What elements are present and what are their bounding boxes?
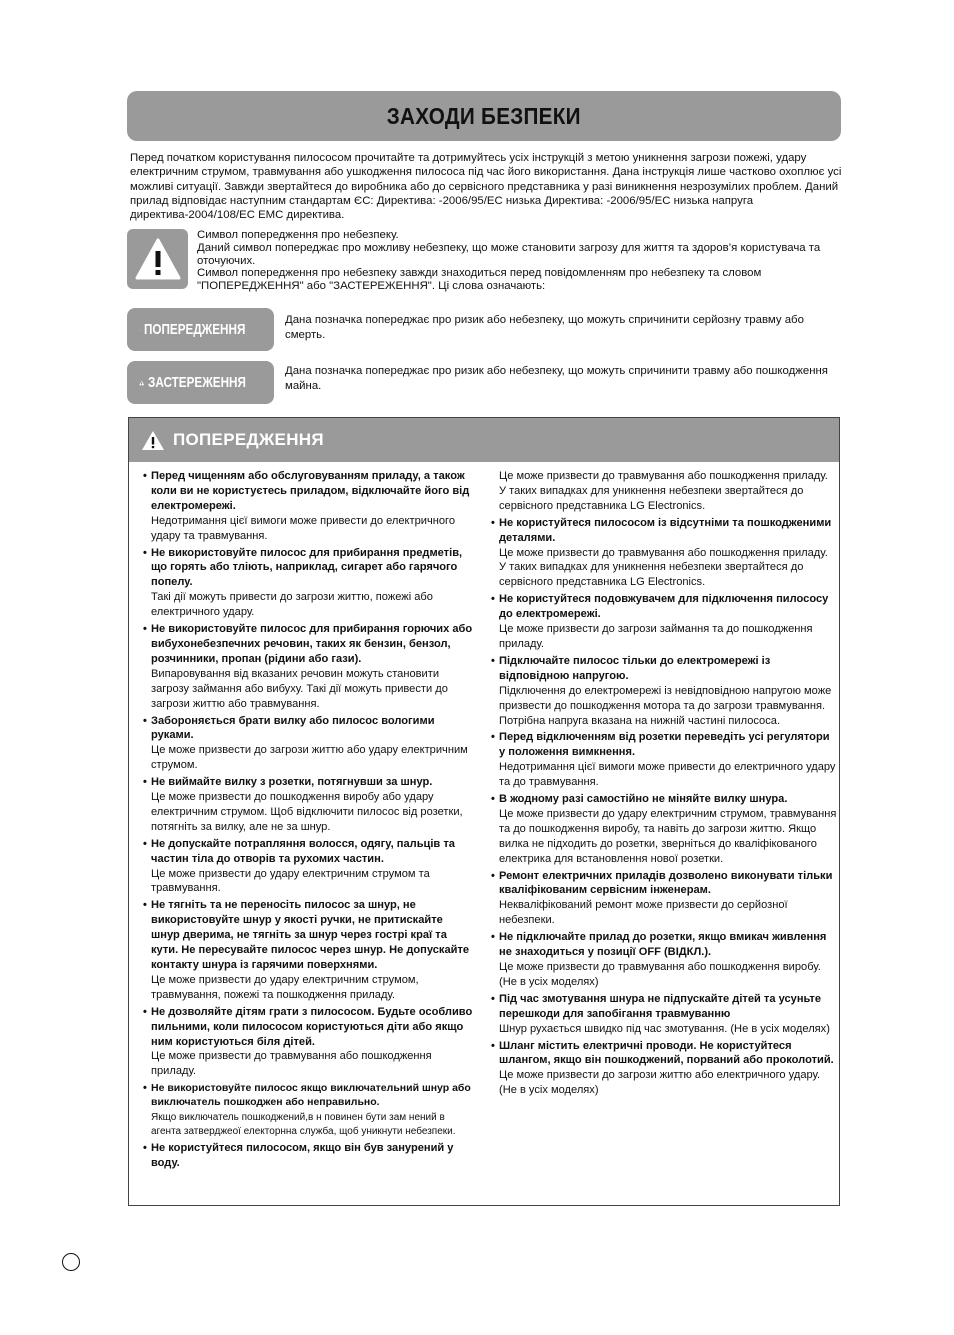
list-item: • Не виймайте вилку з розетки, потягнувши за шнур. Це може призвести до пошкодження виробу або удару електричним струмом. Щоб відключити пилосос від розетки, потягніть за вилку, але не за шнур. — [143, 776, 463, 833]
intro-paragraph: Перед початком користування пилососом прочитайте та дотримуйтесь усіх інструкцій з метою уникнення загрози пожежі, удару електричним струмом, травмування або ушкодження пилососа під час його використання. Дана інструкція лише частково охоплює усі можливі ситуації. Завжди звертайтеся до виробника або до сервісного представника у разі виникнення незрозумілих проблем. Даний прилад відповідає наступним стандартам ЄС: Директива: -2006/95/ЕС низька Директива: -2006/95/ЕС низька напруга директива-2004/108/ЕС EMC директива. — [130, 152, 842, 222]
warning-triangle-icon — [141, 430, 165, 451]
warning-triangle-icon — [134, 237, 182, 281]
warning-triangle-icon — [139, 373, 144, 393]
list-item: • В жодному разі самостійно не міняйте вилку шнура. Це може призвести до удару електричним струмом, травмування та до пошкодження виробу, та навіть до загрози життю. Якщо вилка не підходить до розетки, зверніться до кваліфікованого електрика для встановлення нової розетки. — [491, 793, 837, 865]
warning-section — [128, 417, 840, 1206]
symbol-explanation — [197, 229, 842, 293]
warning-badge-label: ПОПЕРЕДЖЕННЯ — [144, 321, 246, 338]
list-item: • Ремонт електричних приладів дозволено виконувати тільки кваліфікованим сервісним інженерам. Некваліфікований ремонт може призвести до серйозної небезпеки. — [491, 869, 833, 927]
warning-section-title: ПОПЕРЕДЖЕННЯ — [173, 430, 324, 449]
list-item: • Шланг містить електричні проводи. Не користуйтеся шлангом, якщо він пошкоджений, порваний або проколотий. Це може призвести до загрози життю або електричного удару.(Не в усіх моделях) — [491, 1039, 834, 1097]
warning-column-right — [491, 469, 837, 1100]
title-bar — [127, 91, 841, 141]
warning-triangle-icon — [139, 320, 140, 340]
list-item: • Під час змотування шнура не підпускайте дітей та усуньте перешкоди для запобігання травмуванню Шнур рухається швидко під час змотування. (Не в усіх моделях) — [491, 992, 830, 1035]
list-item: • Перед відключенням від розетки переведіть усі регулятори у положення вимкнення. Недотримання цієї вимоги може привести до електричного удару та до травмування. — [491, 731, 836, 789]
list-item: • Забороняється брати вилку або пилосос вологими руками. Це може призвести до загрози життю або удару електричним струмом. — [143, 714, 468, 772]
list-item: • Не підключайте прилад до розетки, якщо вмикач живлення не знаходиться у позиції OFF (ВІДКЛ.). Це може призвести до травмування або пошкодження виробу.(Не в усіх моделях) — [491, 931, 827, 988]
caution-description: Дана позначка попереджає про ризик або небезпеку, що можуть спричинити травму або пошкодження майна. — [285, 365, 828, 392]
list-item: • Не користуйтеся подовжувачем для підключення пилососу до електромережі. Це може призвести до загрози займання та до пошкодження приладу. — [491, 593, 829, 650]
continued-text: Це може призвести до травмування або пошкодження приладу. У таких випадках для уникнення небезпеки звертайтеся до сервісного представника LG Electronics. — [499, 470, 828, 512]
warning-column-left — [143, 469, 473, 1173]
list-item: • Не користуйтеся пилососом, якщо він був занурений у воду. — [143, 1142, 454, 1170]
list-item: • Не використовуйте пилосос якщо виключательний шнур або виключатель пошкоджен або неправильно. Якщо виключатель пошкоджений,в н повинен бути зам нений в агента затверджеої електорнна служба, щоб уникнути небезпеки. — [143, 1082, 471, 1138]
list-item: • Підключайте пилосос тільки до електромережі із відповідною напругою. Підключення до електромережі із невідповідною напругою може призвести до пошкодження мотора та до загрози травмування. Потрібна напруга вказана на нижній частині пилососа. — [491, 654, 832, 727]
list-item: • Не тягніть та не переносіть пилосос за шнур, не використовуйте шнур у якості ручки, не притискайте шнур дверима, не тягніть за шнур через гострі краї та кути. Не пересувайте пилосос через шнур. Не допускайте контакту шнура із гарячими поверхнями. Це може призвести до удару електричним струмом, травмування, пожежі та пошкодження приладу. — [143, 899, 470, 1001]
warning-section-header — [129, 418, 839, 462]
list-item: • Перед чищенням або обслуговуванням приладу, а також коли ви не користуєтесь приладом, відключайте його від електромережі. Недотримання цієї вимоги може привести до електричного удару та травмування. — [143, 470, 470, 542]
caution-badge-label: ЗАСТЕРЕЖЕННЯ — [148, 374, 247, 391]
symbol-line-2: Даний символ попереджає про можливу небезпеку, що може становити загрозу для життя та здоров’я користувача та оточуючих. — [197, 241, 821, 267]
warning-description: Дана позначка попереджає про ризик або небезпеку, що можуть спричинити серйозну травму або смерть. — [285, 314, 804, 341]
list-item: • Не допускайте потрапляння волосся, одягу, пальців та частин тіла до отворів та рухомих частин. Це може призвести до удару електричним струмом та травмування. — [143, 837, 455, 895]
list-item: • Не використовуйте пилосос для прибирання предметів, що горять або тліють, наприклад, сигарет або гарячого попелу. Такі дії можуть привести до загрози життю, пожежі або електричного удару. — [143, 546, 463, 619]
page-marker-circle — [62, 1253, 80, 1271]
list-item: • Не використовуйте пилосос для прибирання горючих або вибухонебезпечних речовин, таких як бензин, бензол, розчинники, пропан (рідини або гази). Випаровування від вказаних речовин можуть становити загрозу займання або вибуху. Такі дії можуть привести до загрози життю або травмування. — [143, 623, 473, 710]
warning-symbol-box — [127, 229, 188, 289]
list-item: • Не дозволяйте дітям грати з пилососом. Будьте особливо пильними, коли пилососом користуються діти або якщо ним користуються біля дітей. Це може призвести до травмування або пошкодження приладу. — [143, 1005, 473, 1078]
symbol-line-1: Символ попередження про небезпеку. — [197, 229, 399, 241]
list-item: • Не користуйтеся пилососом із відсутніми та пошкодженими деталями. Це може призвести до травмування або пошкодження приладу. У таких випадках для уникнення небезпеки звертайтеся до сервісного представника LG Electronics. — [491, 516, 832, 589]
symbol-line-3: Символ попередження про небезпеку завжди знаходиться перед повідомленням про небезпеку та словом "ПОПЕРЕДЖЕННЯ" або "ЗАСТЕРЕЖЕННЯ". Ці слова означають: — [197, 267, 762, 293]
warning-badge — [127, 308, 274, 351]
caution-badge — [127, 361, 274, 404]
page-title: ЗАХОДИ БЕЗПЕКИ — [386, 102, 582, 129]
